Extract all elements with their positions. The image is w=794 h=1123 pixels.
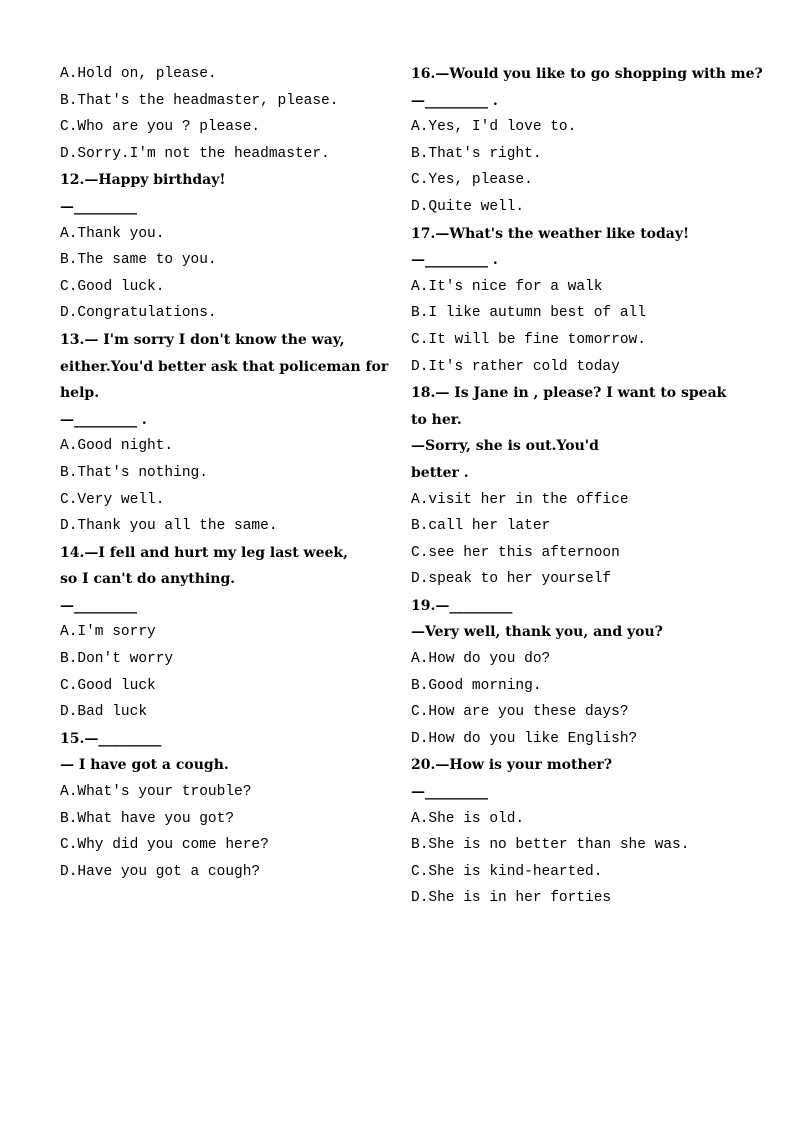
answer-option: A.Good night. (60, 438, 174, 455)
answer-option: B.Don't worry (60, 651, 174, 668)
answer-option: C.How are you these days? (411, 704, 629, 721)
answer-option: B.That's the headmaster, please. (60, 92, 339, 109)
question-line: —_________ . (411, 252, 498, 269)
answer-option: B.What have you got? (60, 810, 235, 827)
answer-option: D.speak to her yourself (411, 571, 612, 588)
answer-option: B.Good morning. (411, 677, 542, 694)
question-line: —_________ (60, 597, 137, 614)
answer-option: A.Hold on, please. (60, 66, 217, 82)
question-line: so I can't do anything. (60, 571, 236, 588)
answer-option: B.She is no better than she was. (411, 837, 690, 854)
answer-option: C.Good luck. (60, 278, 165, 295)
question-line: 16.—Would you like to go shopping with me? (411, 66, 763, 82)
question-line: 13.— I'm sorry I don't know the way, (60, 331, 345, 348)
answer-option: B.That's nothing. (60, 464, 208, 481)
question-line: —_________ . (411, 92, 498, 109)
answer-option: A.Thank you. (60, 225, 165, 242)
answer-option: D.Sorry.I'm not the headmaster. (60, 145, 330, 162)
answer-option: C.Very well. (60, 491, 165, 508)
answer-option: A.She is old. (411, 810, 525, 827)
answer-option: D.Congratulations. (60, 305, 217, 322)
question-line: 15.—_________ (60, 730, 162, 747)
question-line: 18.— Is Jane in , please? I want to speak (411, 385, 727, 402)
answer-option: C.Good luck (60, 677, 156, 694)
answer-option: B.I like autumn best of all (411, 305, 646, 322)
answer-option: A.visit her in the office (411, 491, 629, 508)
left-column (60, 61, 390, 885)
question-line: to her. (411, 411, 462, 428)
answer-option: C.It will be fine tomorrow. (411, 331, 646, 348)
answer-option: D.Quite well. (411, 198, 525, 215)
question-line: 19.—_________ (411, 597, 513, 614)
question-line: —_________ . (60, 411, 147, 428)
question-line: —Sorry, she is out.You'd (411, 438, 599, 455)
answer-option: D.Bad luck (60, 704, 148, 721)
answer-option: D.Thank you all the same. (60, 518, 278, 535)
answer-option: B.That's right. (411, 145, 542, 162)
question-line: 14.—I fell and hurt my leg last week, (60, 544, 348, 561)
answer-option: D.How do you like English? (411, 730, 638, 747)
question-line: either.You'd better ask that policeman for (60, 358, 389, 375)
answer-option: C.Who are you ? please. (60, 119, 261, 136)
question-line: better . (411, 464, 469, 481)
answer-option: C.She is kind-hearted. (411, 863, 603, 880)
question-line: 17.—What's the weather like today! (411, 225, 690, 242)
answer-option: A.How do you do? (411, 651, 551, 668)
answer-option: D.Have you got a cough? (60, 863, 261, 880)
answer-option: A.Yes, I'd love to. (411, 119, 577, 136)
question-line: —_________ (60, 198, 137, 215)
answer-option: C.Why did you come here? (60, 837, 269, 854)
answer-option: D.It's rather cold today (411, 358, 620, 375)
answer-option: A.I'm sorry (60, 624, 156, 641)
answer-option: C.Yes, please. (411, 172, 533, 189)
question-line: — I have got a cough. (60, 757, 229, 774)
answer-option: C.see her this afternoon (411, 544, 620, 561)
answer-option: D.She is in her forties (411, 890, 612, 907)
answer-option: B.The same to you. (60, 252, 217, 269)
question-line: help. (60, 385, 100, 402)
question-line: —Very well, thank you, and you? (411, 624, 663, 641)
right-column (411, 61, 763, 912)
answer-option: A.It's nice for a walk (411, 278, 603, 295)
question-line: 20.—How is your mother? (411, 757, 613, 774)
answer-option: A.What's your trouble? (60, 784, 252, 801)
answer-option: B.call her later (411, 518, 551, 535)
question-line: —_________ (411, 784, 488, 801)
question-line: 12.—Happy birthday! (60, 172, 226, 189)
